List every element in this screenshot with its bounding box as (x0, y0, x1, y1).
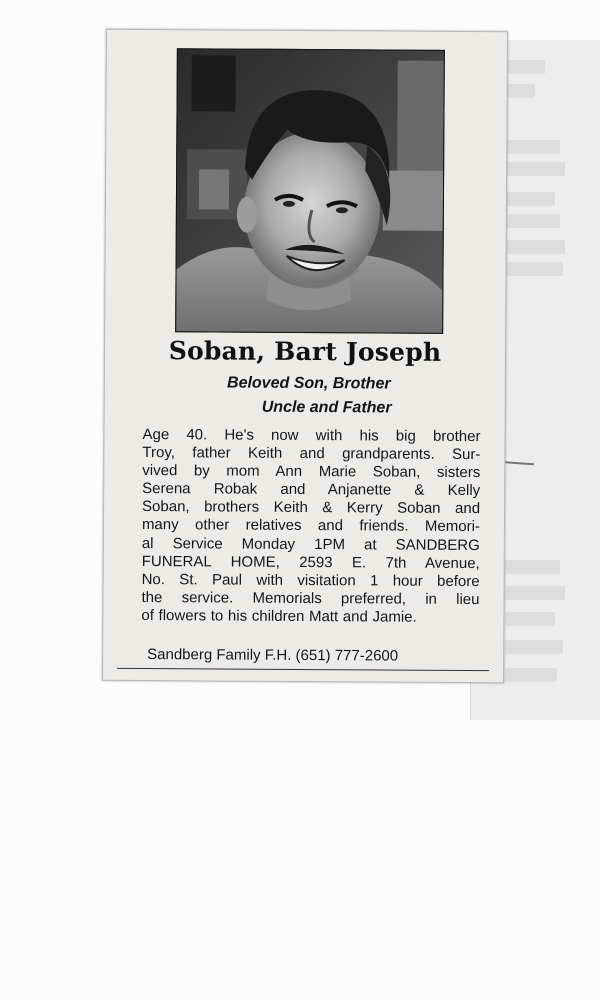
portrait-image (176, 49, 444, 333)
body-line: of flowers to his children Matt and Jamie. (141, 606, 417, 626)
ghost-text (505, 214, 560, 228)
body-line: Age 40. He's now with his big brother (142, 426, 481, 446)
obituary-subtitle-1: Beloved Son, Brother (226, 374, 391, 393)
ghost-text (505, 640, 563, 654)
ghost-text (505, 162, 565, 176)
body-line: many other relatives and friends. Memori- (141, 516, 481, 536)
obituary-name: Soban, Bart Joseph (168, 336, 442, 367)
body-line: vived by mom Ann Marie Soban, sisters (142, 462, 481, 482)
body-line: the service. Memorials preferred, in lieu (141, 588, 480, 608)
portrait-photo (175, 48, 445, 334)
funeral-home-signoff: Sandberg Family F.H. (651) 777-2600 (147, 646, 399, 665)
body-line: FUNERAL HOME, 2593 E. 7th Avenue, (141, 552, 480, 572)
body-line: Soban, brothers Keith & Kerry Soban and (142, 498, 481, 518)
ghost-text (505, 60, 545, 74)
body-line: al Service Monday 1PM at SANDBERG (141, 534, 480, 554)
bottom-rule (117, 668, 489, 671)
ghost-text (505, 84, 535, 98)
obituary-clipping (102, 29, 508, 683)
ghost-text (505, 586, 565, 600)
body-line: No. St. Paul with visitation 1 hour before (141, 570, 480, 590)
body-line: Troy, father Keith and grandparents. Sur- (142, 444, 481, 464)
ghost-text (505, 668, 557, 682)
ghost-text (505, 140, 560, 154)
ghost-text (505, 240, 565, 254)
body-line: Serena Robak and Anjanette & Kelly (142, 480, 481, 500)
obituary-subtitle-2: Uncle and Father (261, 398, 392, 417)
ghost-text (505, 612, 555, 626)
ghost-text (505, 262, 563, 276)
ghost-text (505, 192, 555, 206)
obituary-body (141, 426, 480, 627)
ghost-text (505, 560, 560, 574)
